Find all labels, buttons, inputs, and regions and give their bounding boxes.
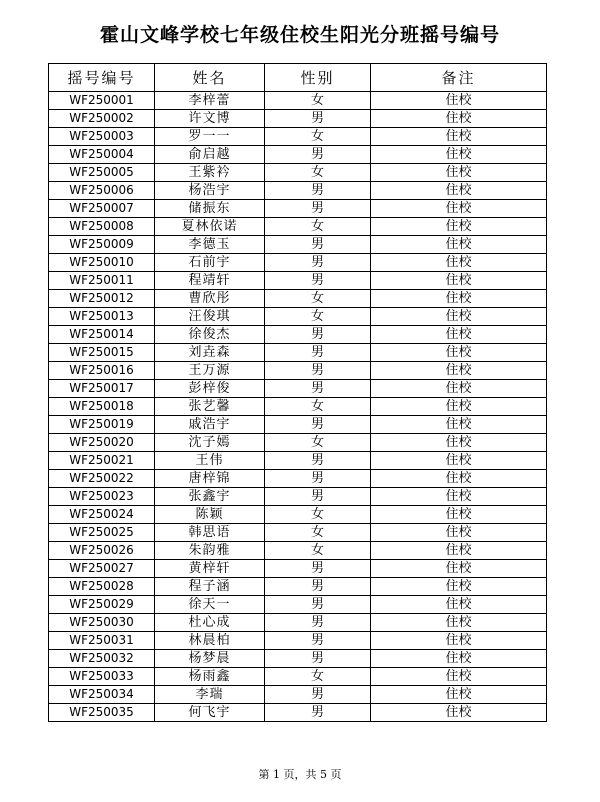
lottery-number-cell: WF250030	[49, 614, 155, 632]
student-name-cell: 许文博	[155, 110, 265, 128]
lottery-number-cell: WF250013	[49, 308, 155, 326]
gender-cell: 男	[265, 614, 371, 632]
lottery-number-cell: WF250025	[49, 524, 155, 542]
gender-cell: 女	[265, 434, 371, 452]
table-row	[49, 182, 547, 200]
remark-cell: 住校	[371, 668, 547, 686]
student-name-cell: 储振东	[155, 200, 265, 218]
gender-cell: 男	[265, 704, 371, 722]
table-row	[49, 380, 547, 398]
table-row	[49, 560, 547, 578]
student-name-cell: 王紫衿	[155, 164, 265, 182]
table-row	[49, 308, 547, 326]
lottery-number-cell: WF250008	[49, 218, 155, 236]
table-row	[49, 236, 547, 254]
table-row	[49, 92, 547, 110]
column-header-lottery-number: 摇号编号	[49, 64, 155, 92]
lottery-number-cell: WF250032	[49, 650, 155, 668]
remark-cell: 住校	[371, 542, 547, 560]
table-row	[49, 452, 547, 470]
remark-cell: 住校	[371, 236, 547, 254]
gender-cell: 男	[265, 182, 371, 200]
table-row	[49, 434, 547, 452]
remark-cell: 住校	[371, 164, 547, 182]
gender-cell: 男	[265, 254, 371, 272]
remark-cell: 住校	[371, 470, 547, 488]
student-name-cell: 韩思语	[155, 524, 265, 542]
remark-cell: 住校	[371, 578, 547, 596]
student-name-cell: 李瑞	[155, 686, 265, 704]
student-name-cell: 杨梦晨	[155, 650, 265, 668]
student-name-cell: 杨浩宇	[155, 182, 265, 200]
lottery-number-cell: WF250021	[49, 452, 155, 470]
student-name-cell: 黄梓轩	[155, 560, 265, 578]
lottery-number-cell: WF250010	[49, 254, 155, 272]
student-name-cell: 沈子嫣	[155, 434, 265, 452]
lottery-number-cell: WF250017	[49, 380, 155, 398]
student-name-cell: 王万源	[155, 362, 265, 380]
gender-cell: 男	[265, 416, 371, 434]
gender-cell: 男	[265, 632, 371, 650]
gender-cell: 男	[265, 146, 371, 164]
gender-cell: 女	[265, 398, 371, 416]
remark-cell: 住校	[371, 506, 547, 524]
student-name-cell: 曹欣彤	[155, 290, 265, 308]
lottery-number-cell: WF250033	[49, 668, 155, 686]
remark-cell: 住校	[371, 686, 547, 704]
student-name-cell: 程靖轩	[155, 272, 265, 290]
remark-cell: 住校	[371, 290, 547, 308]
table-row	[49, 596, 547, 614]
remark-cell: 住校	[371, 110, 547, 128]
lottery-number-cell: WF250031	[49, 632, 155, 650]
table-row	[49, 326, 547, 344]
lottery-number-cell: WF250027	[49, 560, 155, 578]
table-row	[49, 650, 547, 668]
remark-cell: 住校	[371, 434, 547, 452]
gender-cell: 女	[265, 128, 371, 146]
remark-cell: 住校	[371, 308, 547, 326]
gender-cell: 女	[265, 668, 371, 686]
student-name-cell: 俞启越	[155, 146, 265, 164]
student-name-cell: 刘垚森	[155, 344, 265, 362]
table-header-row	[49, 64, 547, 92]
remark-cell: 住校	[371, 452, 547, 470]
remark-cell: 住校	[371, 92, 547, 110]
remark-cell: 住校	[371, 596, 547, 614]
table-row	[49, 524, 547, 542]
table-row	[49, 686, 547, 704]
student-name-cell: 李德玉	[155, 236, 265, 254]
page-title: 霍山文峰学校七年级住校生阳光分班摇号编号	[99, 24, 500, 46]
table-row	[49, 254, 547, 272]
column-header-remark: 备注	[371, 64, 547, 92]
lottery-number-cell: WF250028	[49, 578, 155, 596]
gender-cell: 男	[265, 452, 371, 470]
remark-cell: 住校	[371, 488, 547, 506]
table-row	[49, 578, 547, 596]
lottery-number-cell: WF250012	[49, 290, 155, 308]
table-row	[49, 470, 547, 488]
student-name-cell: 罗一一	[155, 128, 265, 146]
table-row	[49, 614, 547, 632]
remark-cell: 住校	[371, 182, 547, 200]
student-name-cell: 杨雨鑫	[155, 668, 265, 686]
gender-cell: 男	[265, 650, 371, 668]
gender-cell: 男	[265, 110, 371, 128]
gender-cell: 男	[265, 560, 371, 578]
student-name-cell: 张艺馨	[155, 398, 265, 416]
table-row	[49, 488, 547, 506]
remark-cell: 住校	[371, 362, 547, 380]
student-name-cell: 徐俊杰	[155, 326, 265, 344]
student-name-cell: 程子涵	[155, 578, 265, 596]
remark-cell: 住校	[371, 272, 547, 290]
lottery-number-cell: WF250016	[49, 362, 155, 380]
table-row	[49, 416, 547, 434]
table-row	[49, 290, 547, 308]
lottery-number-cell: WF250002	[49, 110, 155, 128]
student-name-cell: 石前宇	[155, 254, 265, 272]
remark-cell: 住校	[371, 524, 547, 542]
student-name-cell: 张鑫宇	[155, 488, 265, 506]
gender-cell: 女	[265, 524, 371, 542]
remark-cell: 住校	[371, 128, 547, 146]
lottery-number-cell: WF250014	[49, 326, 155, 344]
lottery-number-cell: WF250015	[49, 344, 155, 362]
gender-cell: 男	[265, 344, 371, 362]
gender-cell: 男	[265, 380, 371, 398]
student-name-cell: 林晨柏	[155, 632, 265, 650]
lottery-number-cell: WF250004	[49, 146, 155, 164]
table-row	[49, 146, 547, 164]
student-name-cell: 王伟	[155, 452, 265, 470]
lottery-number-cell: WF250022	[49, 470, 155, 488]
student-name-cell: 戚浩宇	[155, 416, 265, 434]
table-row	[49, 668, 547, 686]
gender-cell: 男	[265, 272, 371, 290]
lottery-number-cell: WF250005	[49, 164, 155, 182]
remark-cell: 住校	[371, 614, 547, 632]
table-row	[49, 164, 547, 182]
gender-cell: 女	[265, 92, 371, 110]
roster-table	[48, 63, 547, 722]
lottery-number-cell: WF250020	[49, 434, 155, 452]
table-row	[49, 128, 547, 146]
gender-cell: 男	[265, 470, 371, 488]
student-name-cell: 何飞宇	[155, 704, 265, 722]
lottery-number-cell: WF250019	[49, 416, 155, 434]
page-footer: 第 1 页，共 5 页	[258, 768, 342, 781]
table-row	[49, 398, 547, 416]
table-row	[49, 632, 547, 650]
student-name-cell: 夏林依诺	[155, 218, 265, 236]
lottery-number-cell: WF250035	[49, 704, 155, 722]
column-header-gender: 性别	[265, 64, 371, 92]
table-row	[49, 362, 547, 380]
remark-cell: 住校	[371, 560, 547, 578]
student-name-cell: 唐梓锦	[155, 470, 265, 488]
student-name-cell: 彭梓俊	[155, 380, 265, 398]
remark-cell: 住校	[371, 200, 547, 218]
lottery-number-cell: WF250011	[49, 272, 155, 290]
remark-cell: 住校	[371, 398, 547, 416]
gender-cell: 女	[265, 290, 371, 308]
gender-cell: 男	[265, 362, 371, 380]
student-name-cell: 朱韵雅	[155, 542, 265, 560]
remark-cell: 住校	[371, 254, 547, 272]
student-name-cell: 徐天一	[155, 596, 265, 614]
gender-cell: 男	[265, 596, 371, 614]
lottery-number-cell: WF250018	[49, 398, 155, 416]
student-name-cell: 杜心成	[155, 614, 265, 632]
table-row	[49, 506, 547, 524]
table-row	[49, 272, 547, 290]
lottery-number-cell: WF250009	[49, 236, 155, 254]
gender-cell: 男	[265, 578, 371, 596]
lottery-number-cell: WF250001	[49, 92, 155, 110]
lottery-number-cell: WF250006	[49, 182, 155, 200]
gender-cell: 男	[265, 200, 371, 218]
gender-cell: 女	[265, 308, 371, 326]
column-header-name: 姓名	[155, 64, 265, 92]
gender-cell: 女	[265, 218, 371, 236]
remark-cell: 住校	[371, 146, 547, 164]
student-name-cell: 汪俊琪	[155, 308, 265, 326]
remark-cell: 住校	[371, 704, 547, 722]
lottery-number-cell: WF250003	[49, 128, 155, 146]
remark-cell: 住校	[371, 380, 547, 398]
table-row	[49, 542, 547, 560]
table-row	[49, 200, 547, 218]
student-name-cell: 李梓蕾	[155, 92, 265, 110]
table-row	[49, 704, 547, 722]
lottery-number-cell: WF250024	[49, 506, 155, 524]
gender-cell: 男	[265, 686, 371, 704]
lottery-number-cell: WF250007	[49, 200, 155, 218]
remark-cell: 住校	[371, 650, 547, 668]
lottery-number-cell: WF250029	[49, 596, 155, 614]
remark-cell: 住校	[371, 326, 547, 344]
remark-cell: 住校	[371, 416, 547, 434]
gender-cell: 女	[265, 506, 371, 524]
table-row	[49, 218, 547, 236]
table-row	[49, 344, 547, 362]
table-body	[49, 92, 547, 722]
lottery-number-cell: WF250026	[49, 542, 155, 560]
gender-cell: 男	[265, 488, 371, 506]
remark-cell: 住校	[371, 218, 547, 236]
remark-cell: 住校	[371, 344, 547, 362]
student-name-cell: 陈颖	[155, 506, 265, 524]
remark-cell: 住校	[371, 632, 547, 650]
table-row	[49, 110, 547, 128]
lottery-number-cell: WF250034	[49, 686, 155, 704]
gender-cell: 女	[265, 542, 371, 560]
gender-cell: 女	[265, 164, 371, 182]
gender-cell: 男	[265, 236, 371, 254]
lottery-number-cell: WF250023	[49, 488, 155, 506]
gender-cell: 男	[265, 326, 371, 344]
